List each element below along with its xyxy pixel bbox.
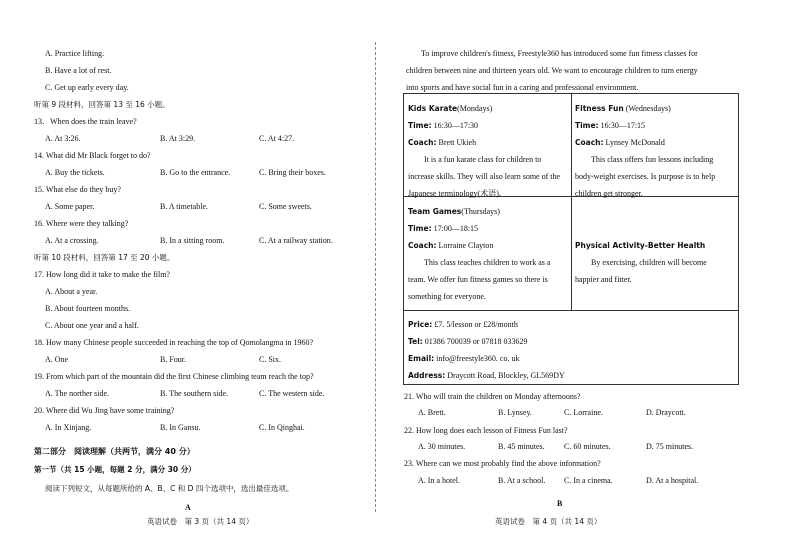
q21-option-a: A. Brett. <box>418 408 446 417</box>
q19-option-c: C. The western side. <box>259 389 325 398</box>
question-14: 14. What did Mr Black forget to do? <box>34 151 151 160</box>
coach-label: Coach: <box>408 241 437 250</box>
team-coach: Lorraine Clayton <box>436 241 494 250</box>
q17-option-c: C. About one year and a half. <box>45 321 139 330</box>
fitness-desc: This class offers fun lessons including <box>591 155 714 164</box>
fitness-coach: Lynsey McDonald <box>603 138 665 147</box>
q14-option-c: C. Bring their boxes. <box>259 168 326 177</box>
fitness-time: 16:30—17:15 <box>598 121 646 130</box>
karate-desc: It is a fun karate class for children to <box>424 155 542 164</box>
coach-label: Coach: <box>575 138 604 147</box>
q14-option-b: B. Go to the entrance. <box>160 168 231 177</box>
health-cell <box>575 237 735 288</box>
time-label: Time: <box>408 224 432 233</box>
fitness-cell <box>575 100 735 202</box>
table-divider <box>404 310 738 311</box>
intro-line: To improve children's fitness, Freestyle360 has introduced some fun fitness classes for <box>421 49 698 58</box>
left-page <box>0 0 372 560</box>
reading-instruction: 阅读下列短文，从每题所给的 A、B、C 和 D 四个选项中，选出最佳选项。 <box>45 484 294 493</box>
section-instruction: 听第 9 段材料，回答第 13 至 16 小题。 <box>34 100 170 109</box>
q14-option-a: A. Buy the tickets. <box>45 168 105 177</box>
price-label: Price: <box>408 320 433 329</box>
q18-option-b: B. Four. <box>160 355 187 364</box>
intro-line: into sports and have social fun in a caring and professional environment. <box>406 83 639 92</box>
health-title: Physical Activity-Better Health <box>575 241 706 250</box>
q16-option-b: B. In a sitting room. <box>160 236 225 245</box>
q22-option-b: B. 45 minutes. <box>498 442 545 451</box>
section-instruction: 听第 10 段材料，回答第 17 至 20 小题。 <box>34 253 175 262</box>
q13-option-c: C. At 4:27. <box>259 134 295 143</box>
email-value: info@freestyle360. co. uk <box>434 354 520 363</box>
q15-option-c: C. Some sweets. <box>259 202 312 211</box>
option-text: B. Have a lot of rest. <box>45 66 112 75</box>
team-cell <box>408 203 568 305</box>
time-label: Time: <box>408 121 432 130</box>
q19-option-a: A. The norther side. <box>45 389 110 398</box>
health-desc: happier and fitter. <box>575 275 632 284</box>
part-heading: 第二部分 阅读理解（共两节，满分 40 分） <box>34 447 195 456</box>
page-footer: 英语试卷 第 3 页（共 14 页） <box>147 517 254 526</box>
team-day: (Thursdays) <box>461 207 500 216</box>
q20-option-b: B. In Gansu. <box>160 423 201 432</box>
q21-option-c: C. Lorraine. <box>564 408 603 417</box>
karate-cell <box>408 100 568 202</box>
class-info-table <box>403 93 739 385</box>
fitness-title: Fitness Fun <box>575 104 624 113</box>
karate-title: Kids Karate <box>408 104 458 113</box>
q18-option-a: A. One <box>45 355 69 364</box>
page-divider <box>375 42 376 512</box>
email-label: Email: <box>408 354 435 363</box>
page-footer: 英语试卷 第 4 页（共 14 页） <box>495 517 602 526</box>
coach-label: Coach: <box>408 138 437 147</box>
fitness-day: (Wednesdays) <box>623 104 671 113</box>
q19-option-b: B. The southern side. <box>160 389 229 398</box>
intro-line: children between nine and thirteen years old. We want to encourage children to turn energy <box>406 66 698 75</box>
team-desc: something for everyone. <box>408 292 486 301</box>
question-20: 20. Where did Wu Jing have some training? <box>34 406 175 415</box>
q20-option-a: A. In Xinjang. <box>45 423 92 432</box>
q16-option-a: A. At a crossing. <box>45 236 99 245</box>
q17-option-a: A. About a year. <box>45 287 98 296</box>
page-mark: A <box>185 503 191 512</box>
time-label: Time: <box>575 121 599 130</box>
tel-value: 01386 700039 or 07818 033629 <box>422 337 528 346</box>
q16-option-c: C. At a railway station. <box>259 236 333 245</box>
question-17: 17. How long did it take to make the film? <box>34 270 170 279</box>
q23-option-a: A. In a hotel. <box>418 476 460 485</box>
karate-coach: Brett Ukieh <box>436 138 477 147</box>
address-value: Draycott Road, Blockley, GL569DY <box>445 371 565 380</box>
question-21: 21. Who will train the children on Monday afternoons? <box>404 392 581 401</box>
karate-desc: increase skills. They will also learn some of the <box>408 172 561 181</box>
team-title: Team Games <box>408 207 462 216</box>
question-13: 13．When does the train leave? <box>34 117 137 126</box>
table-divider <box>571 94 572 310</box>
team-time: 17:00—18:15 <box>431 224 479 233</box>
q21-option-b: B. Lynsey. <box>498 408 532 417</box>
option-text: A. Practice lifting. <box>45 49 105 58</box>
question-22: 22. How long does each lesson of Fitness Fun last? <box>404 426 568 435</box>
address-label: Address: <box>408 371 446 380</box>
q20-option-c: C. In Qinghai. <box>259 423 305 432</box>
contact-cell <box>408 316 734 384</box>
fitness-desc: body-weight exercises. Is purpose is to help <box>575 172 716 181</box>
karate-time: 16:30—17:30 <box>431 121 479 130</box>
q15-option-a: A. Some paper. <box>45 202 95 211</box>
question-18: 18. How many Chinese people succeeded in reaching the top of Qomolangma in 1960? <box>34 338 314 347</box>
right-page <box>380 0 794 560</box>
section-heading: 第一节（共 15 小题，每题 2 分，满分 30 分） <box>34 465 196 474</box>
page-mark: B <box>557 499 563 508</box>
team-desc: This class teaches children to work as a <box>424 258 551 267</box>
q13-option-a: A. At 3:26. <box>45 134 81 143</box>
question-19: 19. From which part of the mountain did the first Chinese climbing team reach the top? <box>34 372 314 381</box>
question-23: 23. Where can we most probably find the above information? <box>404 459 601 468</box>
karate-day: (Mondays) <box>457 104 493 113</box>
q23-option-b: B. At a school. <box>498 476 546 485</box>
q22-option-d: D. 75 minutes. <box>646 442 694 451</box>
q18-option-c: C. Six. <box>259 355 282 364</box>
q23-option-d: D. At a hospital. <box>646 476 699 485</box>
price-value: £7. 5/lesson or £28/month <box>432 320 518 329</box>
fitness-desc: children get stronger. <box>575 189 643 198</box>
q13-option-b: B. At 3:29. <box>160 134 196 143</box>
q22-option-c: C. 60 minutes. <box>564 442 611 451</box>
tel-label: Tel: <box>408 337 423 346</box>
team-desc: team. We offer fun fitness games so there is <box>408 275 548 284</box>
q21-option-d: D. Draycott. <box>646 408 686 417</box>
q17-option-b: B. About fourteen months. <box>45 304 131 313</box>
q23-option-c: C. In a cinema. <box>564 476 613 485</box>
health-desc: By exercising, children will become <box>591 258 707 267</box>
question-16: 16. Where were they talking? <box>34 219 129 228</box>
q22-option-a: A. 30 minutes. <box>418 442 466 451</box>
q15-option-b: B. A timetable. <box>160 202 208 211</box>
question-15: 15. What else do they buy? <box>34 185 121 194</box>
karate-desc: Japanese terminology(术语). <box>408 189 501 198</box>
option-text: C. Get up early every day. <box>45 83 129 92</box>
